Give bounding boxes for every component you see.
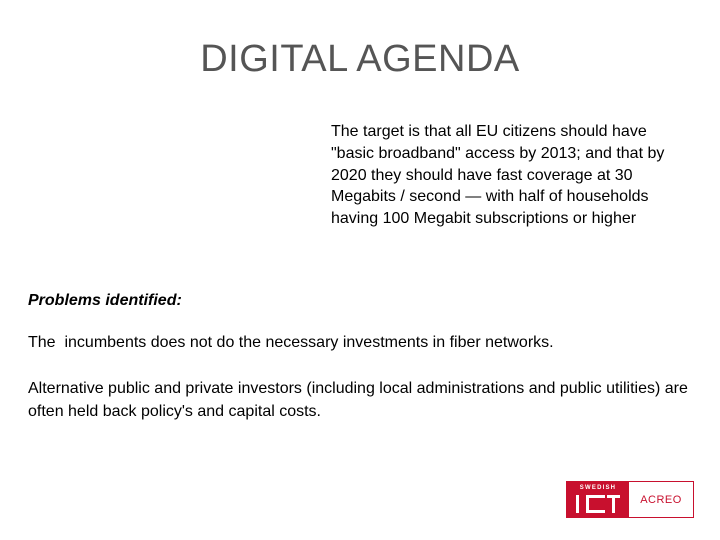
logo-swedish-text: SWEDISH xyxy=(579,485,617,491)
ict-logo-icon xyxy=(575,493,621,515)
problem-item: The incumbents does not do the necessary investments in fiber networks. xyxy=(28,334,554,351)
problems-heading: Problems identified: xyxy=(28,292,182,309)
logo-acreo-text: ACREO xyxy=(640,493,682,506)
acreo-logo xyxy=(629,482,693,517)
target-text: The target is that all EU citizens should have "basic broadband" access by 2013; and that by 2020 they should have fast coverage at 30 Megabits / second — with half of households having 100 Megabit subscriptions or higher xyxy=(331,123,665,228)
swedish-ict-acreo-logo xyxy=(566,481,694,518)
swedish-ict-logo xyxy=(567,482,629,517)
problem-item: Alternative public and private investors (including local administrations and public utilities) are often held back policy's and capital costs. xyxy=(28,380,688,420)
slide-title: DIGITAL AGENDA xyxy=(200,38,520,80)
